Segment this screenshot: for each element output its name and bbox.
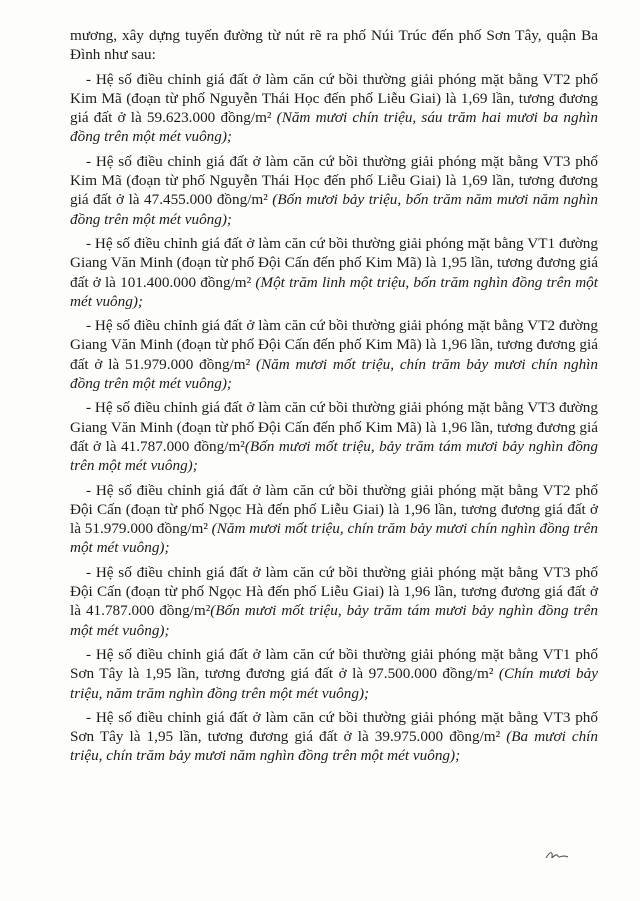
item-text: - Hệ số điều chỉnh giá đất ở làm căn cứ bồi thường giải phóng mặt bằng VT3 phố Sơn Tây là 1,95 lần, tương đương giá đất ở là 39.975.000 đồng/m²: [70, 708, 598, 746]
list-item: [70, 645, 598, 703]
list-item: [70, 563, 598, 640]
item-amount-words: (Năm mươi chín triệu, sáu trăm hai mươi ba nghìn đồng trên một mét vuông);: [70, 109, 598, 146]
item-amount-words: (Bốn mươi bảy triệu, bốn trăm năm mươi năm nghìn đồng trên một mét vuông);: [70, 191, 599, 228]
list-item: [70, 708, 598, 766]
list-item: [70, 234, 598, 311]
item-text: - Hệ số điều chỉnh giá đất ở làm căn cứ bồi thường giải phóng mặt bằng VT1 đường Giang Văn Minh (đoạn từ phố Đội Cấn đến phố Kim Mã) là 1,95 lần, tương đương giá đất ở là 101.400.000 đồng/m²: [70, 234, 598, 291]
item-amount-words: (Bốn mươi mốt triệu, bảy trăm tám mươi bảy nghìn đồng trên một mét vuông);: [70, 602, 599, 639]
list-item: [70, 70, 598, 147]
item-amount-words: (Chín mươi bảy triệu, năm trăm nghìn đồng trên một mét vuông);: [70, 665, 598, 702]
list-item: [70, 481, 598, 558]
item-text: - Hệ số điều chỉnh giá đất ở làm căn cứ bồi thường giải phóng mặt bằng VT3 phố Kim Mã (đoạn từ phố Nguyễn Thái Học đến phố Liễu Giai) là 1,69 lần, tương đương giá đất ở là 47.455.000 đồng/m²: [70, 152, 598, 209]
list-item: [70, 316, 598, 393]
item-text: - Hệ số điều chỉnh giá đất ở làm căn cứ bồi thường giải phóng mặt bằng VT2 phố Kim Mã (đoạn từ phố Nguyễn Thái Học đến phố Liễu Giai) là 1,69 lần, tương đương giá đất ở là 59.623.000 đồng/m²: [70, 70, 598, 127]
item-text: - Hệ số điều chỉnh giá đất ở làm căn cứ bồi thường giải phóng mặt bằng VT3 đường Giang Văn Minh (đoạn từ phố Đội Cấn đến phố Kim Mã) là 1,96 lần, tương đương giá đất ở là 41.787.000 đồng/m²: [70, 399, 598, 455]
item-text: - Hệ số điều chỉnh giá đất ở làm căn cứ bồi thường giải phóng mặt bằng VT2 đường Giang Văn Minh (đoạn từ phố Đội Cấn đến phố Kim Mã) là 1,96 lần, tương đương giá đất ở là 51.979.000 đồng/m²: [70, 317, 598, 373]
item-amount-words: (Năm mươi mốt triệu, chín trăm bảy mươi chín nghìn đồng trên một mét vuông);: [70, 520, 599, 557]
item-text: - Hệ số điều chỉnh giá đất ở làm căn cứ bồi thường giải phóng mặt bằng VT2 phố Đội Cấn (đoạn từ phố Ngọc Hà đến phố Liễu Giai) là 1,96 lần, tương đương giá đất ở là 51.979.000 đồng/m²: [70, 481, 598, 538]
item-text: - Hệ số điều chỉnh giá đất ở làm căn cứ bồi thường giải phóng mặt bằng VT3 phố Đội Cấn (đoạn từ phố Ngọc Hà đến phố Liễu Giai) là 1,96 lần, tương đương giá đất ở là 41.787.000 đồng/m²: [70, 563, 598, 620]
item-amount-words: (Năm mươi mốt triệu, chín trăm bảy mươi chín nghìn đồng trên một mét vuông);: [70, 355, 598, 393]
list-item: [70, 398, 598, 475]
item-amount-words: (Bốn mươi mốt triệu, bảy trăm tám mươi bảy nghìn đồng trên một mét vuông);: [70, 437, 598, 475]
item-amount-words: (Một trăm linh một triệu, bốn trăm nghìn đồng trên một mét vuông);: [70, 273, 598, 310]
intro-paragraph: mương, xây dựng tuyến đường từ nút rẽ ra phố Núi Trúc đến phố Sơn Tây, quận Ba Đình như sau:: [70, 27, 598, 64]
item-text: - Hệ số điều chỉnh giá đất ở làm căn cứ bồi thường giải phóng mặt bằng VT1 phố Sơn Tây là 1,95 lần, tương đương giá đất ở là 97.500.000 đồng/m²: [70, 645, 598, 683]
list-item: [70, 152, 598, 229]
handwritten-mark-icon: [544, 848, 570, 862]
item-amount-words: (Ba mươi chín triệu, chín trăm bảy mươi năm nghìn đồng trên một mét vuông);: [70, 728, 598, 765]
